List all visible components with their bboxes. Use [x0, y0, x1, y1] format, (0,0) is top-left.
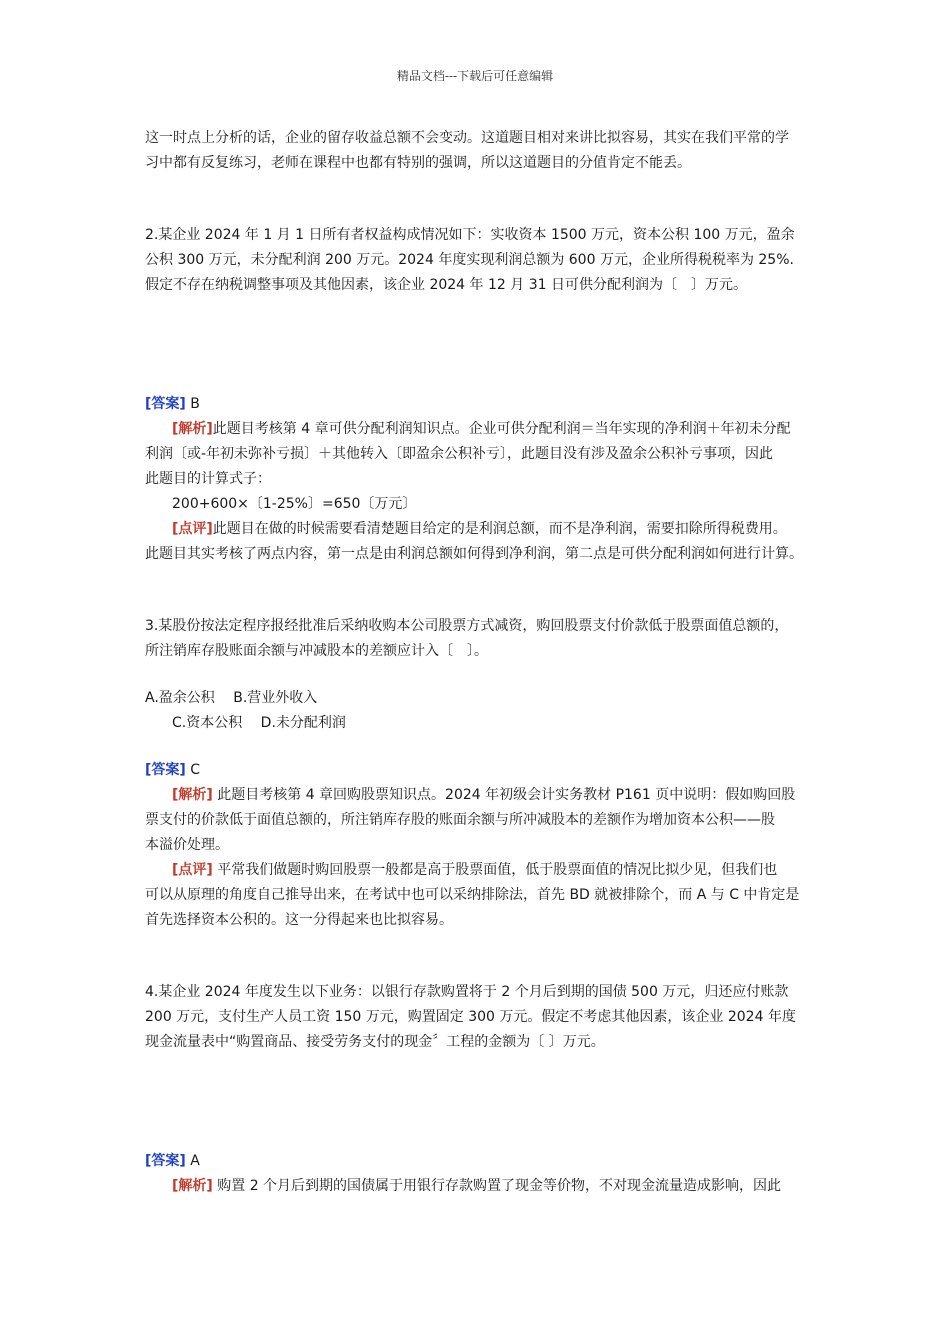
analysis-text: 此题目考核第 4 章可供分配利润知识点。企业可供分配利润＝当年实现的净利润＋年初未分配: [212, 421, 791, 437]
page-header: 精品文档---下载后可任意编辑: [396, 69, 554, 83]
analysis-3-line: 票支付的价款低于面值总额的，所注销库存股的账面余额与所冲减股本的差额作为增加资本公积——股: [145, 812, 775, 828]
analysis-label: [解析]: [172, 1178, 213, 1194]
question-3-options: C.资本公积 D.未分配利润: [172, 715, 346, 731]
question-4-line: 200 万元，支付生产人员工资 150 万元，购置固定 300 万元。假定不考虑其他因素，该企业 2024 年度: [145, 1009, 796, 1025]
answer-3: [145, 760, 200, 780]
formula: 200+600×〔1-25%〕=650〔万元〕: [172, 496, 417, 512]
question-3-line: 所注销库存股账面余额与冲减股本的差额应计入〔 〕。: [145, 643, 488, 659]
answer-value: C: [185, 762, 201, 778]
analysis-label: [解析]: [172, 421, 213, 437]
comment-text: 平常我们做题时购回股票一般都是高于股票面值，低于股票面值的情况比拟少见，但我们也: [212, 862, 778, 878]
analysis-text: 购置 2 个月后到期的国债属于用银行存款购置了现金等价物，不对现金流量造成影响，因此: [212, 1178, 782, 1194]
comment-2-line: 此题目其实考核了两点内容，第一点是由利润总额如何得到净利润，第二点是可供分配利润如何进行计算。: [145, 546, 803, 562]
paragraph-line: 习中都有反复练习，老师在课程中也都有特别的强调，所以这道题目的分值肯定不能丢。: [145, 155, 691, 171]
analysis-3-line: [172, 785, 795, 805]
answer-value: B: [185, 396, 200, 412]
comment-3-line: [172, 860, 777, 880]
comment-3-line: 首先选择资本公积的。这一分得起来也比拟容易。: [145, 912, 453, 928]
analysis-2-line: 此题目的计算式子：: [145, 471, 271, 487]
comment-2-line: [172, 519, 787, 539]
answer-label: [答案]: [145, 396, 186, 412]
answer-label: [答案]: [145, 762, 186, 778]
answer-4: [145, 1151, 200, 1171]
analysis-3-line: 本溢价处理。: [145, 837, 229, 853]
answer-label: [答案]: [145, 1153, 186, 1169]
comment-label: [点评]: [172, 862, 213, 878]
answer-2: [145, 394, 200, 414]
analysis-label: [解析]: [172, 787, 213, 803]
paragraph-line: 这一时点上分析的话，企业的留存收益总额不会变动。这道题目相对来讲比拟容易，其实在我们平常的学: [145, 130, 789, 146]
question-3-options: A.盈余公积 B.营业外收入: [145, 690, 318, 706]
comment-text: 此题目在做的时候需要看清楚题目给定的是利润总额，而不是净利润，需要扣除所得税费用。: [212, 521, 787, 537]
question-4-line: 4.某企业 2024 年度发生以下业务：以银行存款购置将于 2 个月后到期的国债 500 万元，归还应付账款: [145, 984, 789, 1000]
analysis-2-line: 利润〔或-年初未弥补亏损〕＋其他转入〔即盈余公积补亏〕，此题目没有涉及盈余公积补亏事项，因此: [145, 446, 774, 462]
question-3-line: 3.某股份按法定程序报经批准后采纳收购本公司股票方式减资，购回股票支付价款低于股票面值总额的，: [145, 618, 789, 634]
comment-label: [点评]: [172, 521, 213, 537]
analysis-2-line: [172, 419, 791, 439]
analysis-4-line: [172, 1176, 781, 1196]
question-2-line: 2.某企业 2024 年 1 月 1 日所有者权益构成情况如下：实收资本 1500 万元，资本公积 100 万元，盈余: [145, 227, 795, 243]
question-2-line: 假定不存在纳税调整事项及其他因素，该企业 2024 年 12 月 31 日可供分配利润为〔 〕万元。: [145, 277, 747, 293]
analysis-text: 此题目考核第 4 章回购股票知识点。2024 年初级会计实务教材 P161 页中说明：假如购回股: [212, 787, 796, 803]
comment-3-line: 可以从原理的角度自己推导出来，在考试中也可以采纳排除法，首先 BD 就被排除个，而 A 与 C 中肯定是: [145, 887, 800, 903]
question-2-line: 公积 300 万元，未分配利润 200 万元。2024 年度实现利润总额为 600 万元，企业所得税税率为 25%.: [145, 252, 794, 268]
question-4-line: 现金流量表中“购置商品、接受劳务支付的现金〞工程的金额为〔 〕万元。: [145, 1034, 605, 1050]
answer-value: A: [185, 1153, 200, 1169]
